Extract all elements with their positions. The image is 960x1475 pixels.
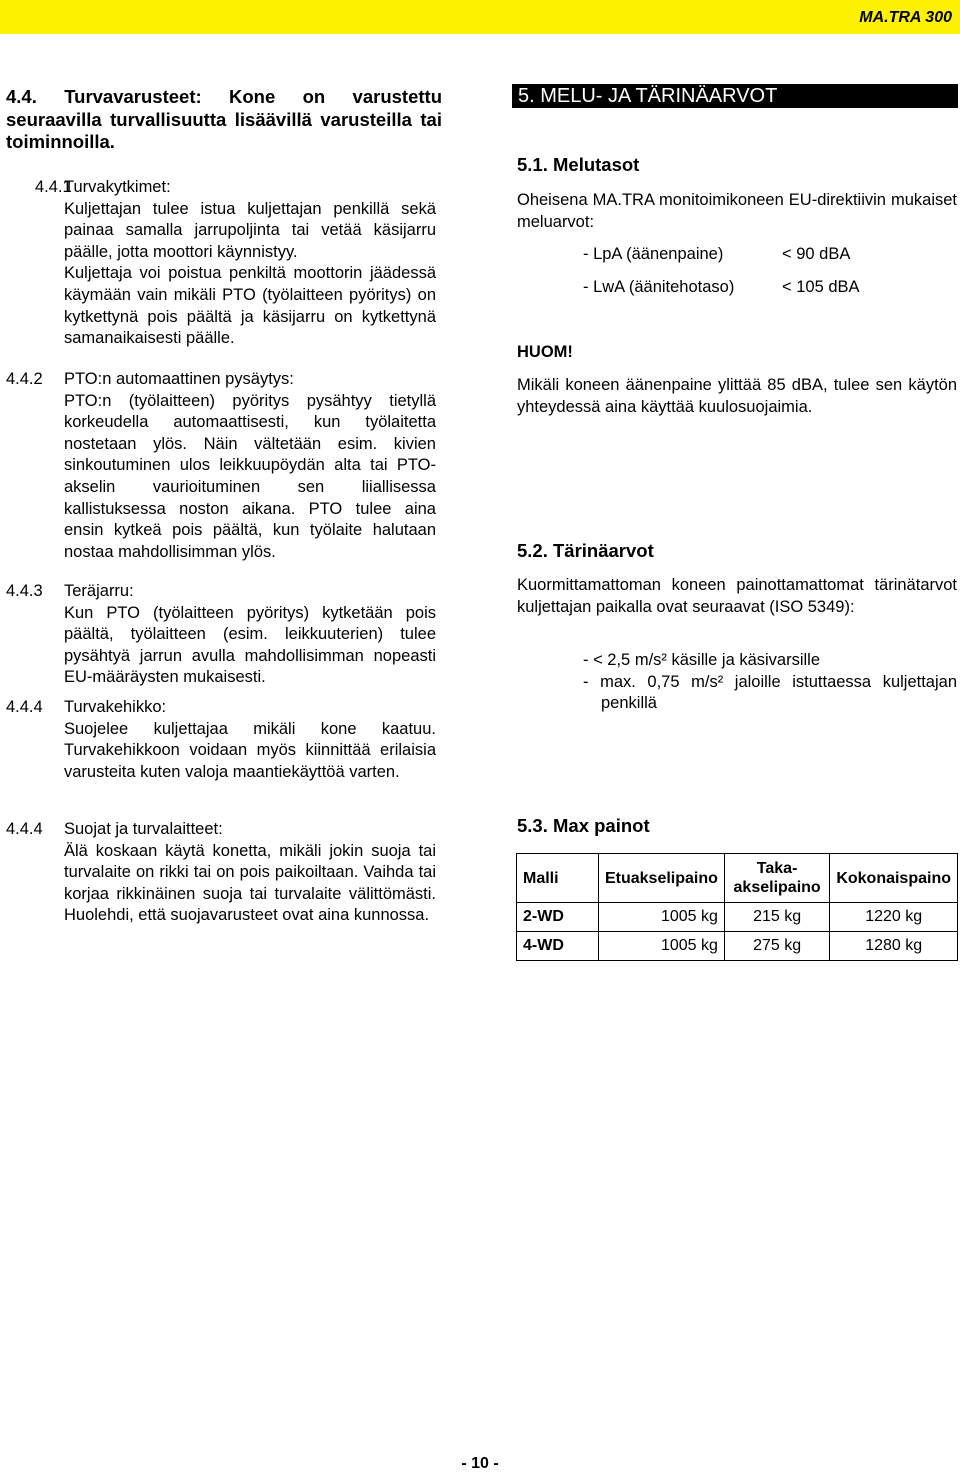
section-title-5: 5. MELU- JA TÄRINÄARVOT — [512, 84, 958, 108]
paragraph: Kuljettaja voi poistua penkiltä moottorin jäädessä käymään vain mikäli PTO (työlaitteen pyöritys) on kytkettynä pois päältä ja käsijarru on kytkettynä samanaikaisesti päälle. — [64, 264, 436, 348]
list-item — [583, 277, 960, 310]
note-text: Mikäli koneen äänenpaine ylittää 85 dBA, tulee sen käytön yhteydessä aina käyttää kuulosuojaimia. — [517, 376, 957, 416]
section-4-4-2 — [64, 369, 436, 563]
section-heading-5-3: 5.3. Max painot — [517, 815, 650, 836]
table-cell: 1005 kg — [598, 903, 724, 932]
noise-label: - LwA (äänitehotaso) — [583, 278, 735, 296]
paragraph: Kuljettajan tulee istua kuljettajan penkillä sekä painaa samalla jarrupoljinta tai vetää käsijarru päälle, jotta moottori käynnistyy. — [64, 199, 436, 261]
table-cell: 215 kg — [724, 903, 829, 932]
table-cell: 4-WD — [517, 932, 599, 961]
section-4-4-4-turvakehikko — [64, 697, 436, 783]
section-number: 4.4.4 — [6, 698, 43, 716]
section-4-4-3 — [64, 581, 436, 689]
column-header: Malli — [517, 854, 599, 903]
section-number: 4.4.3 — [6, 582, 43, 600]
section-heading: PTO:n automaattinen pysäytys: — [64, 370, 294, 388]
page-number: - 10 - — [461, 1455, 499, 1472]
noise-value: < 90 dBA — [782, 245, 851, 263]
column-header: Taka-akselipaino — [724, 854, 829, 903]
table-header-row — [517, 854, 958, 903]
section-heading: Teräjarru: — [64, 582, 134, 600]
paragraph: Älä koskaan käytä konetta, mikäli jokin suoja tai turvalaite on rikki tai on pois paikoiltaan. Vaihda tai korjaa rikkinäinen suoja tai turvalaite välittömästi. Huolehdi, että suojavarusteet ovat aina kunnossa. — [64, 841, 436, 925]
paragraph: Oheisena MA.TRA monitoimikoneen EU-direktiivin mukaiset meluarvot: — [517, 191, 957, 231]
section-heading: Suojat ja turvalaitteet: — [64, 820, 223, 838]
section-heading-5-1: 5.1. Melutasot — [517, 154, 640, 175]
header-bar — [0, 0, 960, 34]
section-number: 4.4.4 — [6, 820, 43, 838]
section-number: 4.4.2 — [6, 370, 43, 388]
section-heading-5-2: 5.2. Tärinäarvot — [517, 540, 654, 561]
section-number: 4.4.1 — [35, 178, 72, 196]
list-item — [583, 244, 960, 277]
noise-value: < 105 dBA — [782, 278, 860, 296]
weights-table — [516, 853, 958, 961]
note-heading: HUOM! — [517, 343, 573, 361]
column-header: Etuakselipaino — [598, 854, 724, 903]
column-header: Kokonaispaino — [830, 854, 958, 903]
table-row — [517, 932, 958, 961]
table-cell: 1005 kg — [598, 932, 724, 961]
section-4-4-1 — [64, 177, 436, 350]
list-item: - max. 0,75 m/s² jaloille istuttaessa kuljettajan penkillä — [583, 672, 957, 713]
noise-label: - LpA (äänenpaine) — [583, 245, 724, 263]
table-cell: 275 kg — [724, 932, 829, 961]
document-title: MA.TRA 300 — [859, 9, 952, 26]
noise-value-list — [583, 244, 960, 310]
section-heading: Turvakytkimet: — [64, 178, 171, 196]
list-item: - < 2,5 m/s² käsille ja käsivarsille — [583, 651, 821, 669]
section-heading: Turvakehikko: — [64, 698, 167, 716]
table-row — [517, 903, 958, 932]
paragraph: Kuormittamattoman koneen painottamattomat tärinätarvot kuljettajan paikalla ovat seuraavat (ISO 5349): — [517, 576, 957, 616]
table-cell: 1220 kg — [830, 903, 958, 932]
vibration-list — [583, 650, 957, 715]
paragraph: PTO:n (työlaitteen) pyöritys pysähtyy tietyllä korkeudella automaattisesti, kun työlaitetta nostetaan ylös. Näin vältetään esim. kivien sinkoutuminen ulos leikkuupöydän alta tai PTO-akselin vaurioituminen sen liiallisessa kallistuksessa noston aikana. PTO tulee aina ensin kytkeä pois päältä, kun työlaite halutaan nostaa mahdollisimman ylös. — [64, 391, 436, 561]
table-cell: 1280 kg — [830, 932, 958, 961]
section-title-4-4: 4.4. Turvavarusteet: Kone on varustettu seuraavilla turvallisuutta lisäävillä varusteilla tai toiminnoilla. — [6, 86, 442, 153]
table-cell: 2-WD — [517, 903, 599, 932]
section-4-4-4-suojat — [64, 819, 436, 927]
paragraph: Kun PTO (työlaitteen pyöritys) kytketään pois päältä, työlaitteen (esim. leikkuuterien) tulee pysähtyä jarrun avulla mahdollisimman nopeasti EU-määräysten mukaisesti. — [64, 603, 436, 687]
paragraph: Suojelee kuljettajaa mikäli kone kaatuu. Turvakehikkoon voidaan myös kiinnittää erilaisia varusteita kuten valoja maantiekäyttöä varten. — [64, 719, 436, 781]
